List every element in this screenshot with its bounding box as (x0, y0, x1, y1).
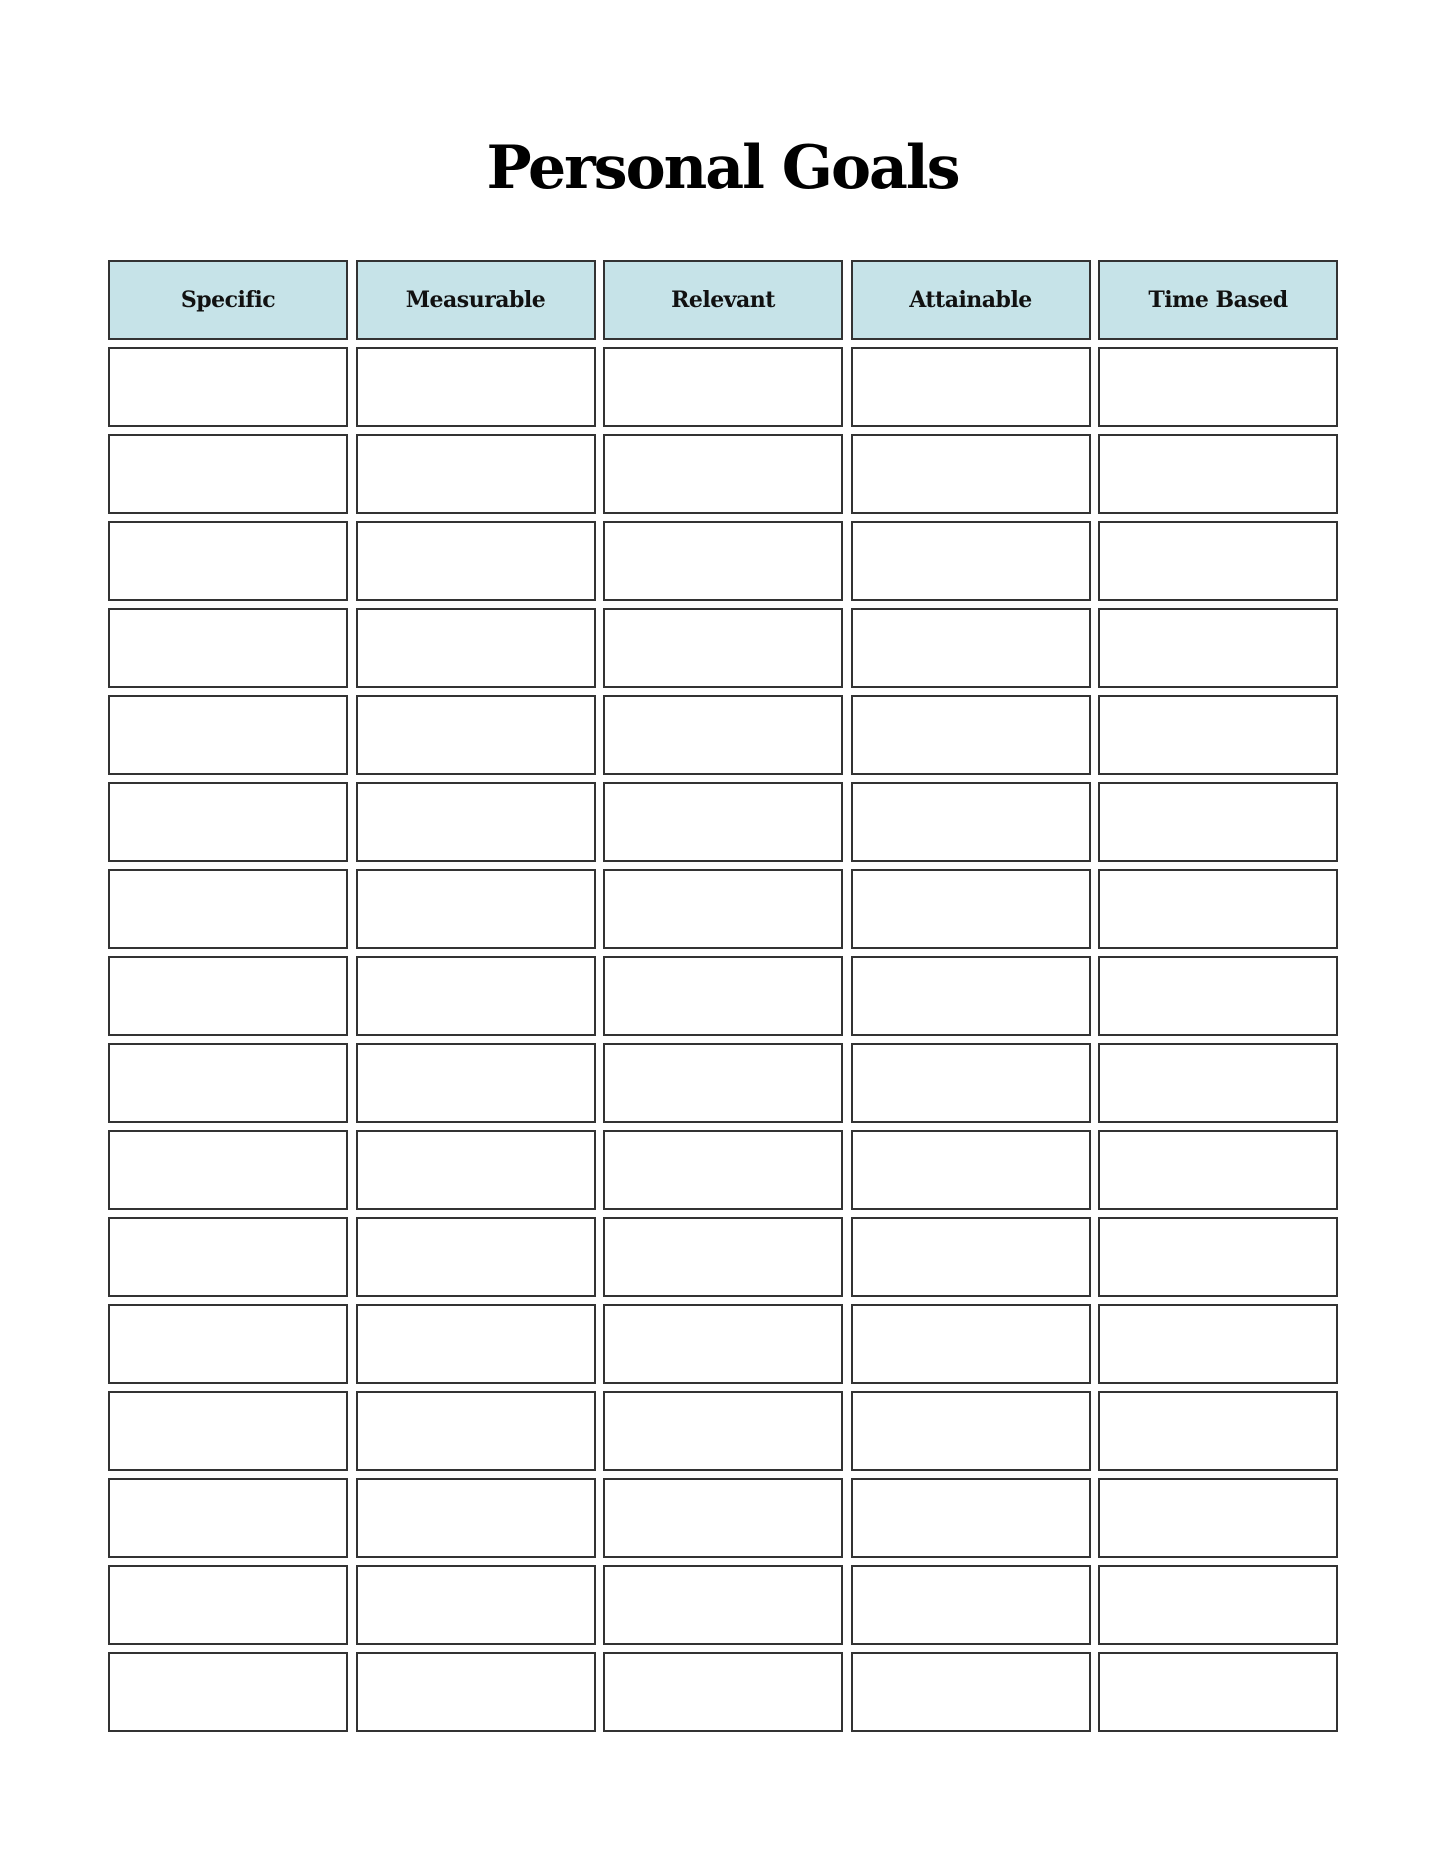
goals-table (108, 260, 1338, 1732)
table-cell[interactable] (108, 434, 348, 514)
table-cell[interactable] (851, 956, 1091, 1036)
table-cell[interactable] (356, 1652, 596, 1732)
table-cell[interactable] (356, 1304, 596, 1384)
column-header: Specific (108, 260, 348, 340)
table-cell[interactable] (108, 1217, 348, 1297)
table-cell[interactable] (356, 1391, 596, 1471)
table-cell[interactable] (851, 1391, 1091, 1471)
table-cell[interactable] (1098, 1478, 1338, 1558)
table-cell[interactable] (851, 869, 1091, 949)
table-cell[interactable] (851, 1565, 1091, 1645)
table-cell[interactable] (603, 1217, 843, 1297)
table-cell[interactable] (356, 521, 596, 601)
table-cell[interactable] (851, 1304, 1091, 1384)
table-cell[interactable] (356, 695, 596, 775)
table-cell[interactable] (108, 608, 348, 688)
table-cell[interactable] (603, 347, 843, 427)
table-cell[interactable] (603, 782, 843, 862)
table-cell[interactable] (108, 782, 348, 862)
column-header: Attainable (851, 260, 1091, 340)
table-cell[interactable] (108, 1391, 348, 1471)
table-cell[interactable] (603, 869, 843, 949)
table-cell[interactable] (1098, 1043, 1338, 1123)
table-cell[interactable] (851, 782, 1091, 862)
table-cell[interactable] (603, 1043, 843, 1123)
table-cell[interactable] (851, 521, 1091, 601)
table-cell[interactable] (1098, 521, 1338, 601)
table-cell[interactable] (851, 1130, 1091, 1210)
table-cell[interactable] (108, 347, 348, 427)
table-cell[interactable] (1098, 608, 1338, 688)
table-cell[interactable] (356, 1565, 596, 1645)
column-header: Relevant (603, 260, 843, 340)
table-cell[interactable] (1098, 695, 1338, 775)
page-title: Personal Goals (486, 133, 959, 203)
table-cell[interactable] (851, 1217, 1091, 1297)
table-cell[interactable] (851, 434, 1091, 514)
table-cell[interactable] (356, 1043, 596, 1123)
table-cell[interactable] (1098, 869, 1338, 949)
table-cell[interactable] (1098, 434, 1338, 514)
table-cell[interactable] (1098, 1391, 1338, 1471)
table-cell[interactable] (108, 956, 348, 1036)
table-cell[interactable] (108, 1304, 348, 1384)
table-cell[interactable] (356, 434, 596, 514)
table-cell[interactable] (1098, 347, 1338, 427)
table-cell[interactable] (356, 1478, 596, 1558)
table-cell[interactable] (851, 608, 1091, 688)
table-cell[interactable] (603, 1391, 843, 1471)
table-cell[interactable] (603, 695, 843, 775)
table-cell[interactable] (603, 521, 843, 601)
column-header: Measurable (356, 260, 596, 340)
table-cell[interactable] (108, 695, 348, 775)
table-cell[interactable] (356, 1130, 596, 1210)
table-cell[interactable] (1098, 1652, 1338, 1732)
table-cell[interactable] (603, 1565, 843, 1645)
table-cell[interactable] (851, 1043, 1091, 1123)
table-cell[interactable] (1098, 1130, 1338, 1210)
table-cell[interactable] (1098, 1217, 1338, 1297)
table-cell[interactable] (603, 1478, 843, 1558)
table-cell[interactable] (603, 608, 843, 688)
table-cell[interactable] (108, 1478, 348, 1558)
table-cell[interactable] (603, 434, 843, 514)
table-cell[interactable] (356, 608, 596, 688)
table-cell[interactable] (356, 1217, 596, 1297)
table-cell[interactable] (851, 347, 1091, 427)
table-cell[interactable] (356, 869, 596, 949)
table-cell[interactable] (603, 1652, 843, 1732)
table-cell[interactable] (603, 1304, 843, 1384)
table-cell[interactable] (851, 695, 1091, 775)
table-cell[interactable] (108, 1130, 348, 1210)
table-cell[interactable] (603, 1130, 843, 1210)
table-cell[interactable] (1098, 956, 1338, 1036)
table-cell[interactable] (851, 1652, 1091, 1732)
table-cell[interactable] (108, 869, 348, 949)
table-cell[interactable] (356, 347, 596, 427)
table-cell[interactable] (108, 1652, 348, 1732)
table-cell[interactable] (108, 1043, 348, 1123)
table-cell[interactable] (356, 782, 596, 862)
table-cell[interactable] (1098, 782, 1338, 862)
table-cell[interactable] (108, 1565, 348, 1645)
column-header: Time Based (1098, 260, 1338, 340)
table-cell[interactable] (1098, 1565, 1338, 1645)
table-cell[interactable] (851, 1478, 1091, 1558)
table-cell[interactable] (603, 956, 843, 1036)
table-cell[interactable] (1098, 1304, 1338, 1384)
table-cell[interactable] (356, 956, 596, 1036)
table-cell[interactable] (108, 521, 348, 601)
